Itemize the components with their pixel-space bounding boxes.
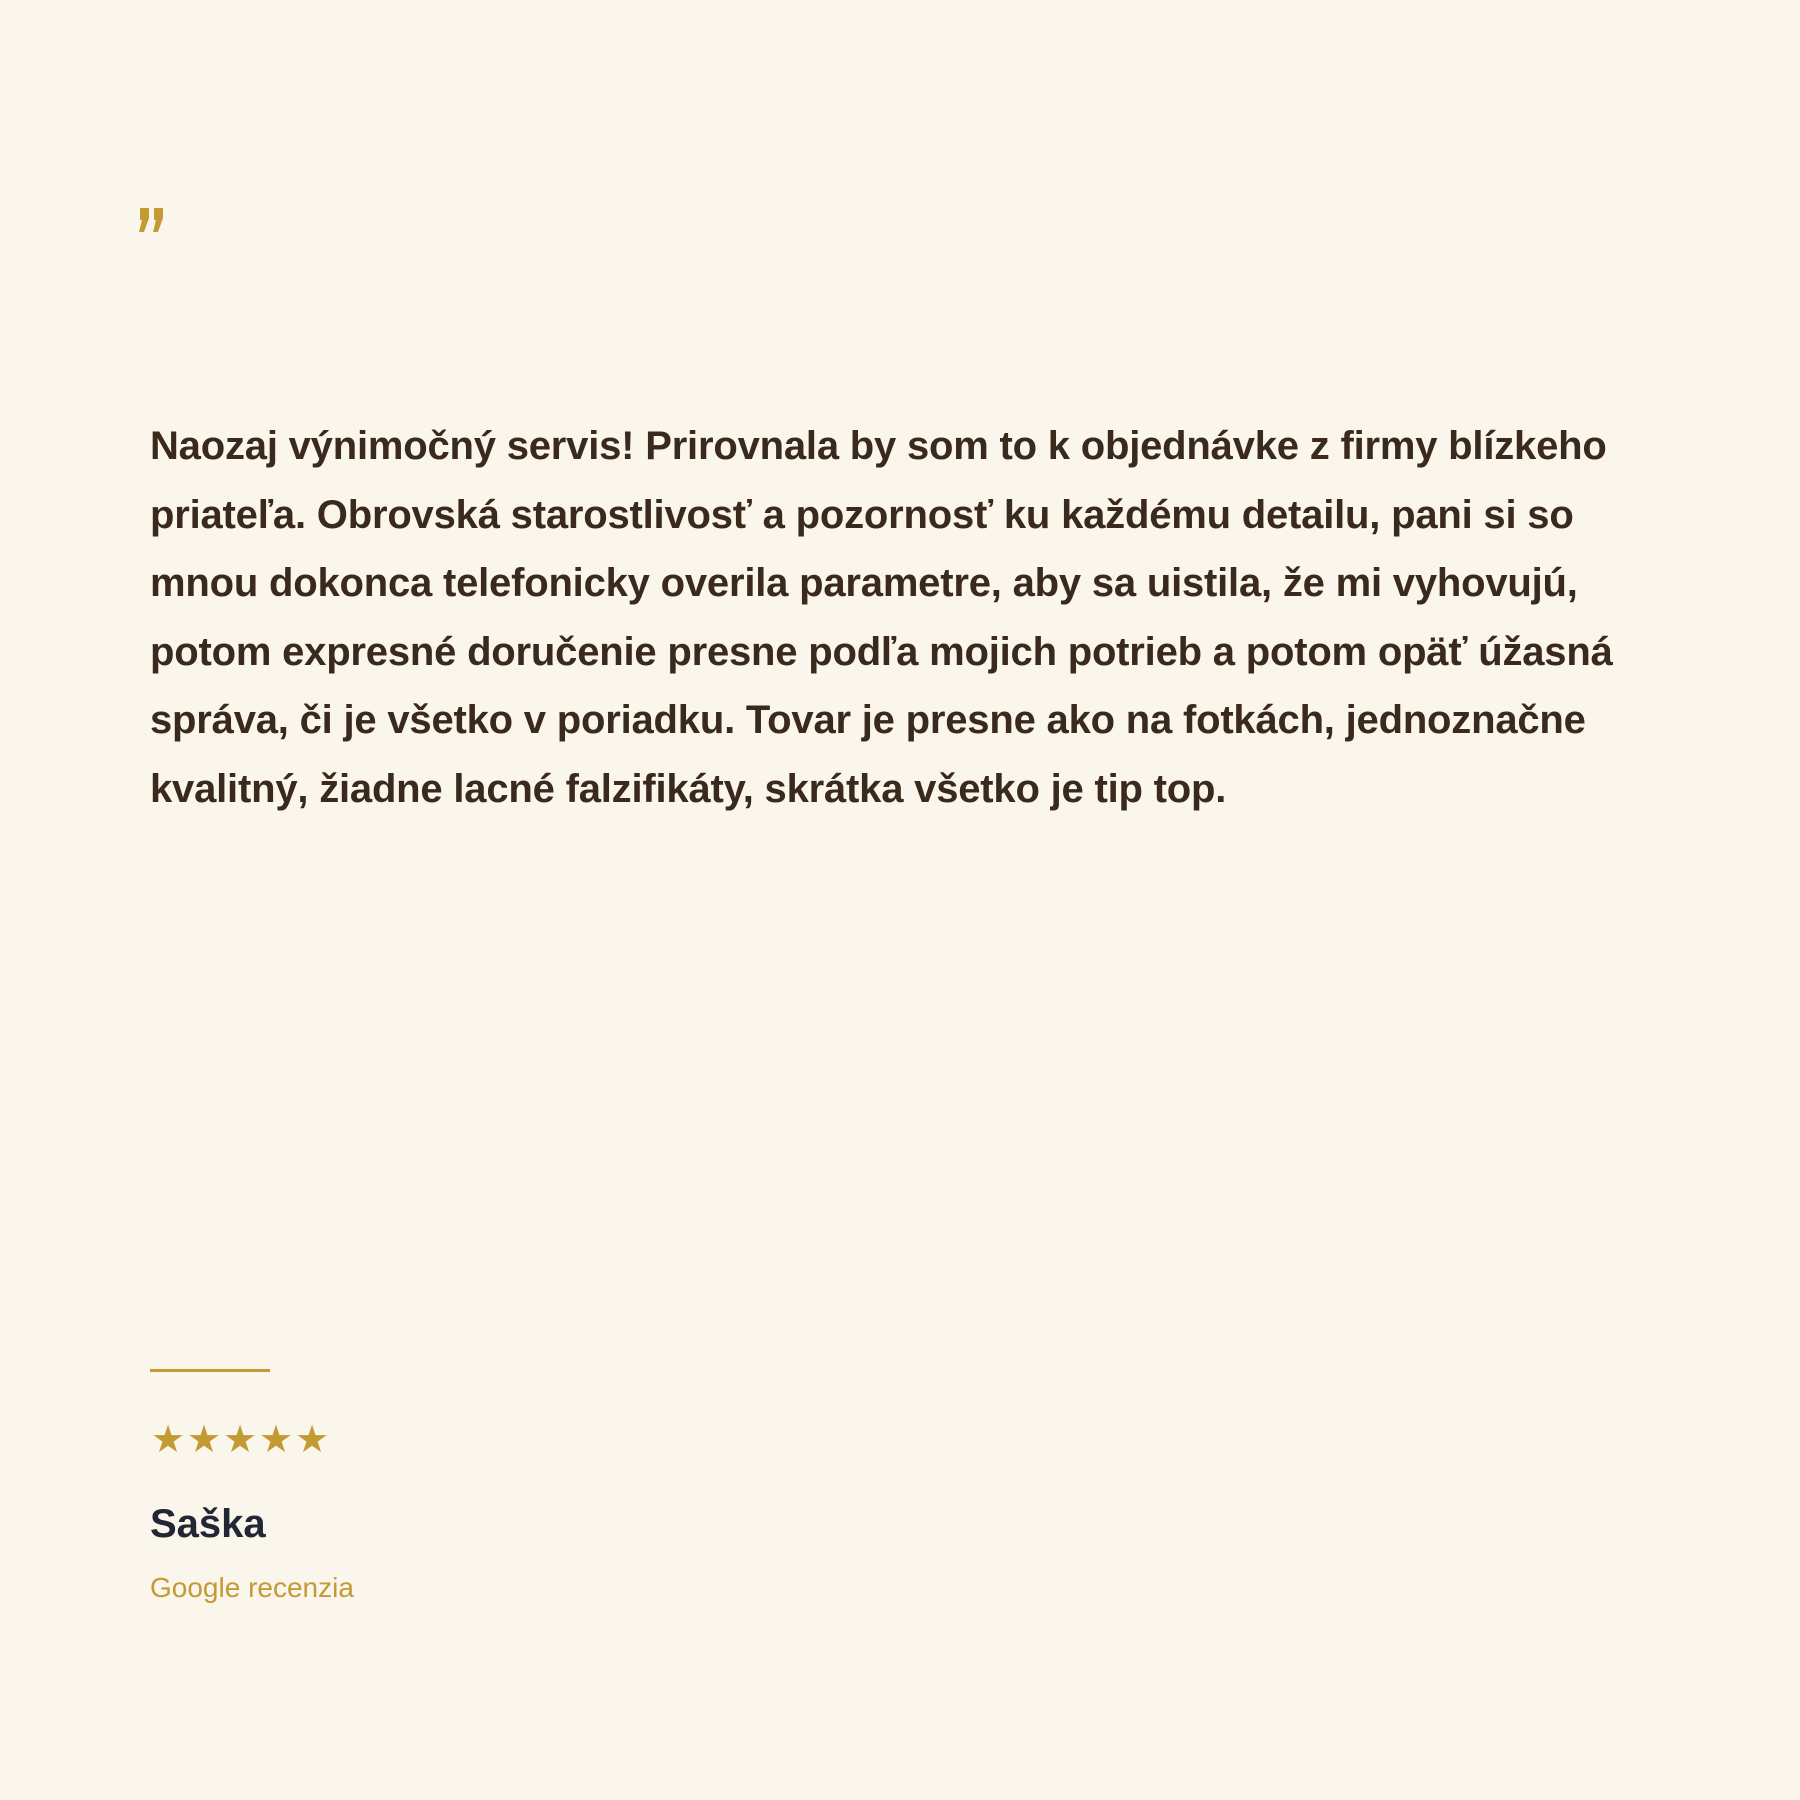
star-icon: ★ xyxy=(150,1417,186,1461)
star-icon: ★ xyxy=(186,1417,222,1461)
star-rating xyxy=(150,1418,330,1460)
divider xyxy=(150,1369,270,1372)
review-source: Google recenzia xyxy=(150,1572,354,1603)
review-author: Saška xyxy=(150,1502,266,1546)
star-icon: ★ xyxy=(222,1417,258,1461)
star-icon: ★ xyxy=(258,1417,294,1461)
star-icon: ★ xyxy=(294,1417,330,1461)
quote-icon xyxy=(137,206,177,266)
review-text: Naozaj výnimočný servis! Prirovnala by som to k objednávke z firmy blízkeho priateľa. Obrovská starostlivosť a pozornosť ku každému detailu, pani si so mnou dokonca telefonicky overila parametre, aby sa uistila, že mi vyhovujú, potom expresné doručenie presne podľa mojich potrieb a potom opäť úžasná správa, či je všetko v poriadku. Tovar je presne ako na fotkách, jednoznačne kvalitný, žiadne lacné falzifikáty, skrátka všetko je tip top. xyxy=(150,424,1613,811)
